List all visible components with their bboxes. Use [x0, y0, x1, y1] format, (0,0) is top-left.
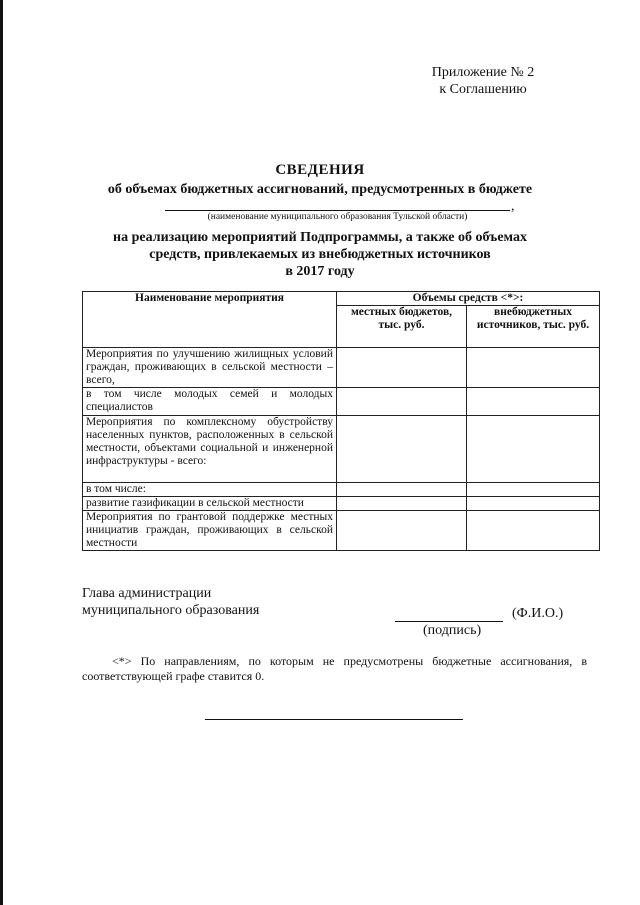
table-row [83, 416, 600, 483]
title-line-4: в 2017 году [285, 264, 355, 279]
appendix-number: Приложение № 2 [431, 65, 535, 80]
row-name: Мероприятия по грантовой поддержке местных инициатив граждан, проживающих в сельской местности [83, 511, 337, 551]
table-row [83, 348, 600, 388]
header-local-budgets: местных бюджетов, тыс. руб. [337, 306, 467, 348]
budget-table [82, 291, 600, 551]
appendix-label [408, 64, 558, 98]
row-local-value [337, 483, 467, 497]
row-offbudget-value [467, 388, 600, 416]
title-line-1: об объемах бюджетных ассигнований, предусмотренных в бюджете [107, 182, 533, 197]
row-name: Мероприятия по комплексному обустройству населенных пунктов, расположенных в сельской местности, объектами социальной и инженерной инфраструктуры - всего: [83, 416, 337, 483]
row-local-value [337, 497, 467, 511]
row-local-value [337, 511, 467, 551]
signatory-title-1: Глава администрации [82, 586, 212, 601]
appendix-agreement: к Соглашению [439, 82, 527, 97]
row-name: в том числе: [83, 483, 337, 497]
document-title: СВЕДЕНИЯ [275, 162, 365, 178]
row-local-value [337, 348, 467, 388]
row-offbudget-value [467, 416, 600, 483]
signatory-title-2: муниципального образования [82, 603, 260, 618]
title-block [60, 229, 580, 280]
row-local-value [337, 388, 467, 416]
table-row [83, 497, 600, 511]
title-line-3: средств, привлекаемых из внебюджетных источников [149, 247, 491, 262]
header-activity-name: Наименование мероприятия [83, 292, 337, 348]
header-funding-volumes: Объемы средств <*>: [337, 292, 600, 306]
row-offbudget-value [467, 483, 600, 497]
signature-label: (подпись) [423, 623, 482, 638]
table-row [83, 483, 600, 497]
title-line-2: на реализацию мероприятий Подпрограммы, а также об объемах [113, 230, 527, 245]
row-name: Мероприятия по улучшению жилищных условий граждан, проживающих в сельской местности – всего, [83, 348, 337, 388]
row-offbudget-value [467, 348, 600, 388]
table-row [83, 511, 600, 551]
row-name: развитие газификации в сельской местности [83, 497, 337, 511]
row-local-value [337, 416, 467, 483]
scan-edge [0, 0, 3, 905]
municipality-caption: (наименование муниципального образования Тульской области) [207, 212, 468, 222]
header-offbudget-sources: внебюджетных источников, тыс. руб. [467, 306, 600, 348]
footnote: <*> По направлениям, по которым не предусмотрены бюджетные ассигнования, в соответствующей графе ставится 0. [82, 654, 587, 683]
municipality-blank [165, 210, 510, 211]
row-offbudget-value [467, 511, 600, 551]
closing-rule [205, 719, 463, 720]
fio-label: (Ф.И.О.) [512, 606, 564, 621]
blank-comma: , [511, 199, 515, 214]
row-offbudget-value [467, 497, 600, 511]
signatory-block [82, 585, 259, 619]
row-name: в том числе молодых семей и молодых специалистов [83, 388, 337, 416]
table-row [83, 388, 600, 416]
